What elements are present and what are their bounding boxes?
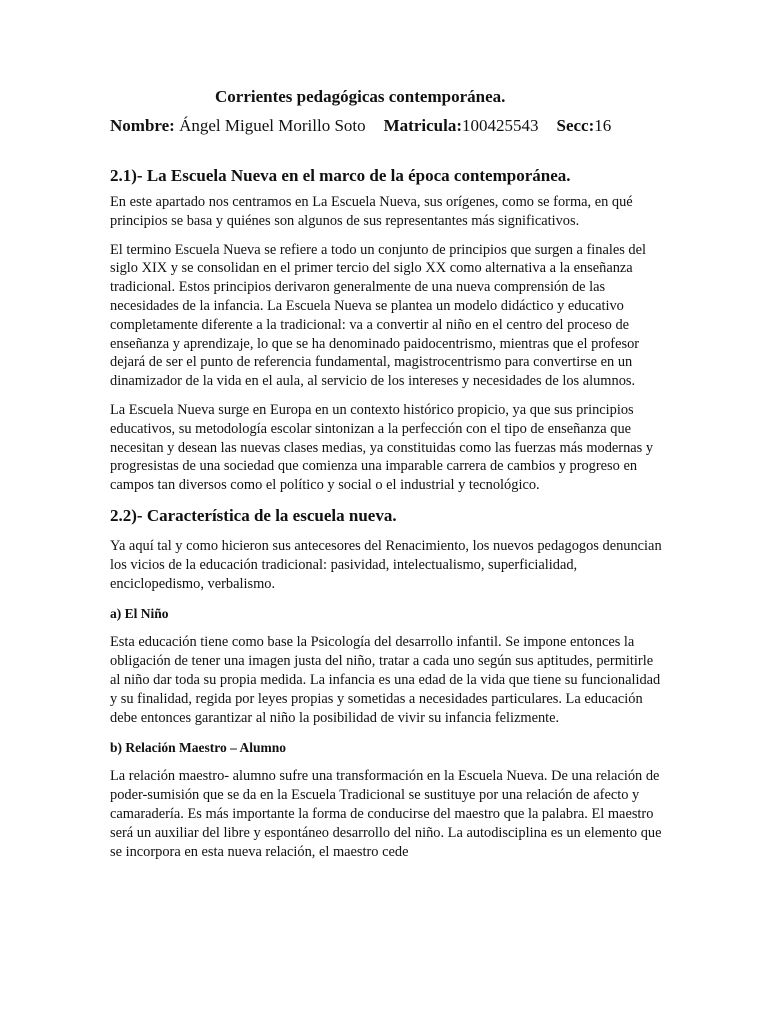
paragraph-b: La relación maestro- alumno sufre una transformación en la Escuela Nueva. De una relación de poder-sumisión que se da en la Escuela Tradicional se sustituye por una relación de afecto y camaradería. Es más importante la forma de conducirse del maestro que la palabra. El maestro será un auxiliar del libre y espontáneo desarrollo del niño. La autodisciplina es un elemento que se incorpora en esta nueva relación, el maestro cede <box>110 768 662 860</box>
subheading-a: a) El Niño <box>110 606 169 622</box>
name-value: Ángel Miguel Morillo Soto <box>174 116 366 135</box>
paragraph-2-2-intro: Ya aquí tal y como hicieron sus antecesores del Renacimiento, los nuevos pedagogos denuncian los vicios de la educación tradicional: pasividad, intelectualismo, superficialidad, enciclopedismo, verbalismo. <box>110 537 662 592</box>
paragraph-2-1-1: En este apartado nos centramos en La Escuela Nueva, sus orígenes, como se forma, en qué principios se basa y quiénes son algunos de sus representantes más significativos. <box>110 194 633 229</box>
matricula-label: Matricula: <box>383 116 462 135</box>
matricula-value: 100425543 <box>461 116 539 135</box>
paragraph-2-1-2: El termino Escuela Nueva se refiere a todo un conjunto de principios que surgen a finales del siglo XIX y se consolidan en el primer tercio del siglo XX como alternativa a la enseñanza tradicional. Estos principios derivaron generalmente de una nueva comprensión de las necesidades de la infancia. La Escuela Nueva se plantea un modelo didáctico y educativo completamente diferente a la tradicional: va a convertir al niño en el centro del proceso de enseñanza y aprendizaje, lo que se ha denominado paidocentrismo, mientras que el profesor dejará de ser el punto de referencia fundamental, magistrocentrismo para convertirse en un dinamizador de la vida en el aula, al servicio de los intereses y necesidades de los alumnos. <box>110 241 647 390</box>
document-title: Corrientes pedagógicas contemporánea. <box>215 87 506 106</box>
paragraph-a: Esta educación tiene como base la Psicología del desarrollo infantil. Se impone entonces la obligación de tener una imagen justa del niño, tratar a cada uno según sus aptitudes, permitirle al niño dar toda su propia medida. La infancia es una edad de la vida que tiene su funcionalidad y su finalidad, regida por leyes propias y sometidas a necesidades particulares. La educación debe entonces garantizar al niño la posibilidad de vivir su infancia felizmente. <box>110 634 661 726</box>
section-heading-2-2: 2.2)- Característica de la escuela nueva. <box>110 505 397 525</box>
secc-label: Secc: <box>556 116 595 135</box>
section-heading-2-1: 2.1)- La Escuela Nueva en el marco de la época contemporánea. <box>110 166 571 185</box>
subheading-b: b) Relación Maestro – Alumno <box>110 740 286 756</box>
paragraph-2-1-3: La Escuela Nueva surge en Europa en un contexto histórico propicio, ya que sus principios educativos, su metodología escolar sintonizan a la perfección con el tipo de enseñanza que necesitan y desean las nuevas clases medias, ya constituidas como las fuerzas más modernas y progresistas de una sociedad que comienza una imparable carrera de cambios y progreso en campos tan diversos como el político y social o el industrial y tecnológico. <box>110 401 654 494</box>
name-label: Nombre: <box>110 116 175 135</box>
document-page <box>110 86 662 861</box>
secc-value: 16 <box>594 116 612 135</box>
student-info-line <box>110 115 662 137</box>
